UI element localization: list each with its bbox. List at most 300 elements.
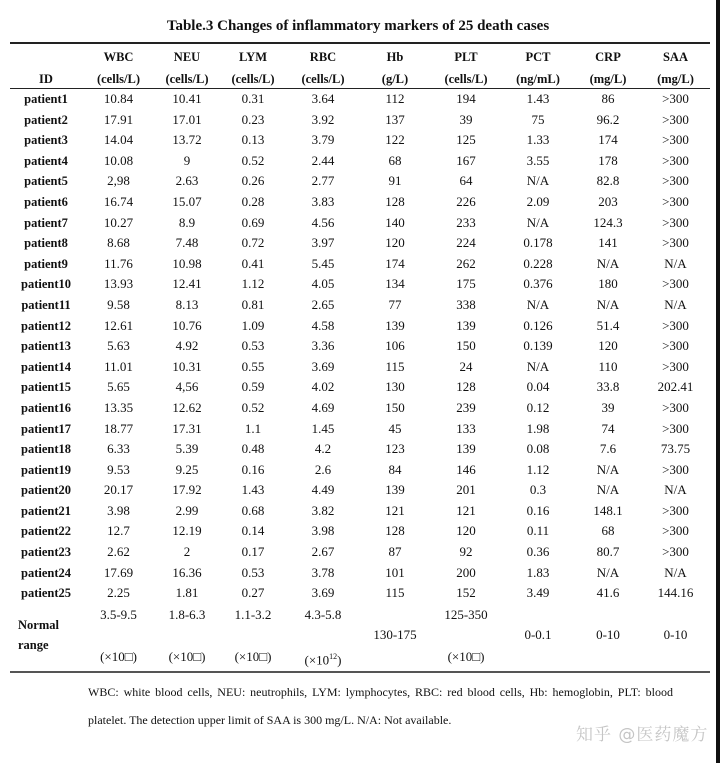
- cell-rbc: 4.05: [311, 276, 335, 292]
- cell-lym: 0.69: [241, 214, 265, 230]
- cell-wbc: 6.33: [107, 441, 130, 457]
- cell-id: patient17: [21, 421, 71, 436]
- normal-range-label-line2: range: [18, 638, 49, 653]
- unit-pct: (ng/mL): [516, 72, 560, 86]
- cell-wbc: 8.68: [107, 235, 130, 251]
- table-header: [10, 43, 710, 89]
- cell-hb: 101: [385, 564, 405, 580]
- cell-neu: 8.13: [175, 296, 199, 312]
- cell-id: patient9: [24, 256, 68, 271]
- normal-range-lym-range: 1.1-3.2: [234, 606, 272, 622]
- cell-wbc: 10.27: [103, 214, 134, 230]
- cell-lym: 1.1: [244, 420, 262, 436]
- cell-lym: 0.72: [241, 235, 265, 251]
- cell-wbc: 16.74: [103, 193, 134, 209]
- cell-rbc: 5.45: [311, 255, 335, 271]
- rbc-multiplier-base: (×10: [304, 652, 330, 668]
- normal-range-lym-multiplier: (×10□): [234, 648, 272, 664]
- cell-rbc: 3.83: [311, 193, 335, 209]
- cell-wbc: 17.69: [103, 564, 134, 580]
- cell-id: patient23: [21, 545, 71, 560]
- cell-crp: N/A: [596, 255, 620, 271]
- cell-saa: >300: [662, 523, 689, 539]
- cell-hb: 68: [388, 152, 402, 168]
- cell-hb: 130: [385, 379, 405, 395]
- cell-pct: 1.43: [526, 91, 550, 106]
- cell-rbc: 3.82: [311, 502, 335, 518]
- cell-pct: N/A: [526, 296, 550, 312]
- cell-rbc: 2.65: [311, 296, 335, 312]
- unit-lym: (cells/L): [231, 72, 275, 86]
- cell-plt: 224: [456, 235, 476, 251]
- cell-hb: 45: [388, 420, 402, 436]
- table-row: [10, 501, 710, 522]
- table-row: [10, 130, 710, 151]
- cell-crp: 174: [598, 132, 618, 148]
- cell-crp: 80.7: [596, 544, 620, 560]
- cell-pct: 0.228: [523, 255, 553, 271]
- cell-plt: 120: [456, 523, 476, 539]
- cell-plt: 239: [456, 399, 476, 415]
- cell-hb: 112: [385, 91, 405, 106]
- rbc-multiplier-exponent: 12: [329, 651, 338, 661]
- cell-saa: N/A: [664, 296, 687, 312]
- normal-range-label-line1: Normal: [18, 618, 59, 633]
- cell-id: patient1: [24, 92, 68, 106]
- cell-plt: 194: [456, 91, 476, 106]
- cell-crp: 141: [598, 235, 618, 251]
- table-row: [10, 480, 710, 501]
- cell-hb: 120: [385, 235, 405, 251]
- cell-neu: 17.01: [172, 111, 202, 127]
- table-row: [10, 110, 710, 131]
- cell-pct: 0.11: [526, 523, 550, 539]
- cell-rbc: 3.97: [311, 235, 335, 251]
- cell-plt: 200: [456, 564, 476, 580]
- cell-wbc: 2.25: [107, 585, 130, 601]
- cell-saa: >300: [662, 338, 689, 354]
- cell-wbc: 10.08: [103, 152, 134, 168]
- cell-plt: 233: [456, 214, 476, 230]
- cell-saa: >300: [662, 193, 689, 209]
- cell-saa: >300: [662, 399, 689, 415]
- cell-rbc: 4.02: [311, 379, 335, 395]
- cell-saa: >300: [662, 111, 689, 127]
- cell-plt: 139: [456, 317, 476, 333]
- cell-rbc: 2.77: [311, 173, 335, 189]
- cell-rbc: 3.36: [311, 338, 335, 354]
- cell-wbc: 11.76: [104, 255, 133, 271]
- cell-hb: 115: [385, 358, 405, 374]
- cell-id: patient24: [21, 565, 71, 580]
- cell-wbc: 5.65: [107, 379, 130, 395]
- normal-range-hb: 130-175: [373, 627, 417, 643]
- cell-pct: 0.139: [523, 338, 553, 354]
- cell-wbc: 9.53: [107, 461, 130, 477]
- cell-hb: 122: [385, 132, 405, 148]
- cell-crp: 41.6: [596, 585, 620, 601]
- table-row: [10, 521, 710, 542]
- cell-id: patient25: [21, 586, 71, 601]
- cell-wbc: 17.91: [103, 111, 134, 127]
- cell-crp: 178: [598, 152, 618, 168]
- cell-crp: N/A: [596, 564, 620, 580]
- cell-wbc: 13.93: [103, 276, 134, 292]
- image-right-border: [716, 0, 720, 763]
- cell-rbc: 1.45: [311, 420, 335, 436]
- table-row: [10, 192, 710, 213]
- cell-crp: 96.2: [596, 111, 620, 127]
- normal-range-rbc-range: 4.3-5.8: [304, 606, 342, 622]
- cell-id: patient15: [21, 380, 71, 395]
- cell-lym: 1.43: [241, 482, 265, 498]
- cell-neu: 16.36: [172, 564, 202, 580]
- header-pct: PCT: [525, 50, 551, 64]
- cell-neu: 13.72: [172, 132, 202, 148]
- cell-rbc: 4.49: [311, 482, 335, 498]
- cell-crp: N/A: [596, 482, 620, 498]
- cell-neu: 10.76: [172, 317, 202, 333]
- header-id-spacer: [10, 43, 82, 67]
- table-row: [10, 213, 710, 234]
- cell-pct: 1.33: [526, 132, 550, 148]
- cell-neu: 17.92: [172, 482, 202, 498]
- normal-range-plt-multiplier: (×10□): [447, 648, 485, 664]
- cell-crp: 110: [598, 358, 618, 374]
- table-row: [10, 171, 710, 192]
- cell-saa: >300: [662, 173, 689, 189]
- cell-wbc: 10.84: [103, 91, 134, 106]
- table-body: [10, 89, 710, 667]
- cell-rbc: 4.2: [314, 441, 332, 457]
- cell-neu: 10.41: [172, 91, 202, 106]
- cell-id: patient13: [21, 339, 71, 354]
- cell-lym: 0.55: [241, 358, 265, 374]
- table-row: [10, 563, 710, 584]
- table-row: [10, 357, 710, 378]
- cell-neu: 12.62: [172, 399, 202, 415]
- cell-hb: 128: [385, 523, 405, 539]
- cell-crp: 33.8: [596, 379, 620, 395]
- cell-wbc: 9.58: [107, 296, 130, 312]
- normal-range-plt-range: 125-350: [444, 606, 488, 622]
- cell-lym: 1.12: [241, 276, 265, 292]
- unit-plt: (cells/L): [444, 72, 488, 86]
- table-row: [10, 233, 710, 254]
- cell-hb: 134: [385, 276, 405, 292]
- cell-plt: 139: [456, 441, 476, 457]
- cell-neu: 8.9: [178, 214, 196, 230]
- table-row: [10, 398, 710, 419]
- normal-range-pct: 0-0.1: [524, 627, 552, 643]
- cell-wbc: 20.17: [103, 482, 134, 498]
- cell-wbc: 12.7: [107, 523, 130, 539]
- cell-rbc: 4.58: [311, 317, 335, 333]
- cell-rbc: 2.6: [314, 461, 332, 477]
- cell-neu: 10.98: [172, 255, 202, 271]
- table-row: [10, 460, 710, 481]
- cell-rbc: 2.44: [311, 152, 335, 168]
- cell-saa: >300: [662, 317, 689, 333]
- cell-wbc: 2.62: [107, 544, 130, 560]
- cell-wbc: 14.04: [103, 132, 134, 148]
- cell-saa: >300: [662, 420, 689, 436]
- cell-crp: 74: [601, 420, 615, 436]
- normal-range-lym: [219, 604, 287, 667]
- cell-wbc: 18.77: [103, 420, 134, 436]
- cell-id: patient19: [21, 462, 71, 477]
- cell-saa: >300: [662, 276, 689, 292]
- header-rbc: RBC: [309, 50, 337, 64]
- normal-range-label: [10, 604, 82, 667]
- table-title: Table.3 Changes of inflammatory markers of 25 death cases: [166, 18, 550, 34]
- cell-id: patient21: [21, 503, 71, 518]
- cell-neu: 17.31: [172, 420, 202, 436]
- cell-rbc: 2.67: [311, 544, 335, 560]
- cell-hb: 84: [388, 461, 402, 477]
- cell-id: patient6: [24, 194, 68, 209]
- cell-hb: 87: [388, 544, 402, 560]
- cell-id: patient2: [24, 112, 68, 127]
- cell-id: patient18: [21, 442, 71, 457]
- cell-lym: 0.13: [241, 132, 265, 148]
- cell-lym: 0.68: [241, 502, 265, 518]
- cell-rbc: 3.69: [311, 585, 335, 601]
- cell-lym: 0.53: [241, 338, 265, 354]
- cell-lym: 0.16: [241, 461, 265, 477]
- normal-range-crp: 0-10: [596, 627, 620, 643]
- cell-plt: 175: [456, 276, 476, 292]
- table-row: [10, 336, 710, 357]
- cell-crp: 51.4: [596, 317, 620, 333]
- cell-neu: 2.63: [175, 173, 199, 189]
- cell-crp: N/A: [596, 461, 620, 477]
- cell-plt: 146: [456, 461, 476, 477]
- cell-neu: 12.19: [172, 523, 202, 539]
- cell-hb: 121: [385, 502, 405, 518]
- cell-hb: 139: [385, 317, 405, 333]
- cell-hb: 137: [385, 111, 405, 127]
- cell-pct: 0.16: [526, 502, 550, 518]
- cell-saa: N/A: [664, 255, 687, 271]
- cell-plt: 125: [456, 132, 476, 148]
- cell-neu: 1.81: [175, 585, 199, 601]
- cell-plt: 92: [459, 544, 473, 560]
- cell-neu: 15.07: [172, 193, 202, 209]
- cell-saa: >300: [662, 91, 689, 106]
- cell-rbc: 3.92: [311, 111, 335, 127]
- cell-plt: 133: [456, 420, 476, 436]
- cell-lym: 0.59: [241, 379, 265, 395]
- cell-pct: 1.98: [526, 420, 550, 436]
- normal-range-plt: [431, 604, 501, 667]
- header-wbc: WBC: [103, 50, 134, 64]
- cell-wbc: 12.61: [103, 317, 134, 333]
- header-crp: CRP: [595, 50, 621, 64]
- cell-id: patient20: [21, 483, 71, 498]
- cell-id: patient16: [21, 400, 71, 415]
- cell-wbc: 11.01: [104, 358, 133, 374]
- cell-lym: 0.52: [241, 399, 265, 415]
- table-row: [10, 377, 710, 398]
- header-neu: NEU: [173, 50, 201, 64]
- table-row: [10, 419, 710, 440]
- cell-saa: >300: [662, 235, 689, 251]
- cell-plt: 128: [456, 379, 476, 395]
- cell-plt: 167: [456, 152, 476, 168]
- cell-lym: 0.53: [241, 564, 265, 580]
- cell-saa: >300: [662, 544, 689, 560]
- cell-plt: 24: [459, 358, 473, 374]
- cell-rbc: 4.56: [311, 214, 335, 230]
- normal-range-rbc: [287, 604, 359, 667]
- cell-saa: >300: [662, 358, 689, 374]
- cell-pct: N/A: [526, 173, 550, 189]
- normal-range-wbc-multiplier: (×10□): [100, 648, 137, 664]
- cell-pct: 2.09: [526, 193, 550, 209]
- cell-id: patient5: [24, 174, 68, 189]
- cell-rbc: 4.69: [311, 399, 335, 415]
- cell-neu: 2: [183, 544, 191, 560]
- unit-crp: (mg/L): [589, 72, 627, 86]
- cell-hb: 128: [385, 193, 405, 209]
- cell-pct: 0.08: [526, 441, 550, 457]
- cell-pct: 3.55: [526, 152, 550, 168]
- cell-crp: 68: [601, 523, 615, 539]
- unit-saa: (mg/L): [657, 72, 694, 86]
- cell-pct: 0.04: [526, 379, 550, 395]
- cell-plt: 39: [459, 111, 473, 127]
- table-row: [10, 274, 710, 295]
- cell-lym: 0.31: [241, 91, 265, 106]
- cell-wbc: 3.98: [107, 502, 130, 518]
- cell-rbc: 3.79: [311, 132, 335, 148]
- cell-hb: 140: [385, 214, 405, 230]
- unit-neu: (cells/L): [165, 72, 209, 86]
- cell-lym: 0.28: [241, 193, 265, 209]
- cell-id: patient14: [21, 359, 71, 374]
- unit-wbc: (cells/L): [96, 72, 141, 86]
- table-footnote: WBC: white blood cells, NEU: neutrophils, LYM: lymphocytes, RBC: red blood cells, Hb: hemoglobin, PLT: blood platelet. The detection upper limit of SAA is 300 mg/L. N/A: Not available.: [88, 685, 673, 727]
- cell-wbc: 13.35: [103, 399, 134, 415]
- inflammatory-markers-table: [10, 43, 710, 667]
- cell-pct: 1.83: [526, 564, 550, 580]
- cell-saa: >300: [662, 461, 689, 477]
- cell-id: patient10: [21, 277, 71, 292]
- cell-hb: 139: [385, 482, 405, 498]
- normal-range-neu-range: 1.8-6.3: [168, 606, 206, 622]
- normal-range-rbc-multiplier: [304, 646, 341, 667]
- cell-saa: >300: [662, 152, 689, 168]
- cell-saa: >300: [662, 502, 689, 518]
- cell-lym: 0.52: [241, 152, 265, 168]
- cell-neu: 10.31: [172, 358, 202, 374]
- cell-lym: 0.26: [241, 173, 265, 189]
- normal-range-neu-multiplier: (×10□): [168, 648, 206, 664]
- cell-rbc: 3.98: [311, 523, 335, 539]
- cell-hb: 115: [385, 585, 405, 601]
- cell-id: patient4: [24, 153, 68, 168]
- header-lym: LYM: [238, 50, 267, 64]
- cell-plt: 262: [456, 255, 476, 271]
- normal-range-wbc: [82, 604, 155, 667]
- cell-lym: 0.14: [241, 523, 265, 539]
- table-row: [10, 151, 710, 172]
- cell-rbc: 3.69: [311, 358, 335, 374]
- cell-lym: 0.27: [241, 585, 265, 601]
- cell-lym: 0.81: [241, 296, 265, 312]
- cell-neu: 5.39: [175, 441, 199, 457]
- cell-crp: 148.1: [593, 502, 623, 518]
- cell-plt: 201: [456, 482, 476, 498]
- cell-id: patient12: [21, 318, 71, 333]
- cell-lym: 0.17: [241, 544, 265, 560]
- cell-plt: 121: [456, 502, 476, 518]
- cell-hb: 106: [385, 338, 405, 354]
- cell-plt: 64: [459, 173, 473, 189]
- header-saa: SAA: [662, 50, 688, 64]
- cell-saa: >300: [662, 214, 689, 230]
- cell-lym: 0.48: [241, 441, 265, 457]
- cell-saa: N/A: [664, 564, 687, 580]
- cell-pct: 3.49: [526, 585, 550, 601]
- normal-range-neu: [155, 604, 219, 667]
- cell-neu: 9: [183, 152, 191, 168]
- cell-crp: 86: [601, 91, 615, 106]
- cell-hb: 91: [388, 173, 402, 189]
- cell-wbc: 5.63: [107, 338, 130, 354]
- cell-crp: 124.3: [593, 214, 623, 230]
- header-hb: Hb: [386, 50, 404, 64]
- bottom-rule: [10, 671, 710, 673]
- cell-crp: 203: [598, 193, 618, 209]
- cell-plt: 152: [456, 585, 476, 601]
- cell-crp: N/A: [596, 296, 620, 312]
- cell-neu: 4,56: [175, 379, 199, 395]
- normal-range-row: [10, 604, 710, 667]
- cell-pct: 0.3: [529, 482, 547, 498]
- unit-rbc: (cells/L): [301, 72, 345, 86]
- cell-pct: 0.178: [523, 235, 553, 251]
- cell-saa: >300: [662, 132, 689, 148]
- table-row: [10, 542, 710, 563]
- cell-hb: 77: [388, 296, 402, 312]
- cell-lym: 0.41: [241, 255, 265, 271]
- cell-neu: 12.41: [172, 276, 202, 292]
- unit-hb: (g/L): [381, 72, 409, 86]
- table-row: [10, 583, 710, 604]
- cell-pct: N/A: [526, 214, 550, 230]
- header-plt: PLT: [454, 50, 478, 64]
- cell-pct: 0.12: [526, 399, 550, 415]
- cell-crp: 82.8: [596, 173, 620, 189]
- cell-neu: 4.92: [175, 338, 199, 354]
- cell-saa: 73.75: [660, 441, 691, 457]
- cell-hb: 123: [385, 441, 405, 457]
- cell-rbc: 3.64: [311, 91, 335, 106]
- cell-crp: 39: [601, 399, 615, 415]
- cell-crp: 120: [598, 338, 618, 354]
- cell-pct: N/A: [526, 358, 550, 374]
- cell-neu: 7.48: [175, 235, 199, 251]
- cell-id: patient3: [24, 133, 68, 148]
- cell-lym: 0.23: [241, 111, 265, 127]
- table-row: [10, 295, 710, 316]
- cell-pct: 0.376: [523, 276, 553, 292]
- header-id: ID: [39, 72, 53, 86]
- cell-saa: 202.41: [657, 379, 694, 395]
- cell-pct: 75: [531, 111, 545, 127]
